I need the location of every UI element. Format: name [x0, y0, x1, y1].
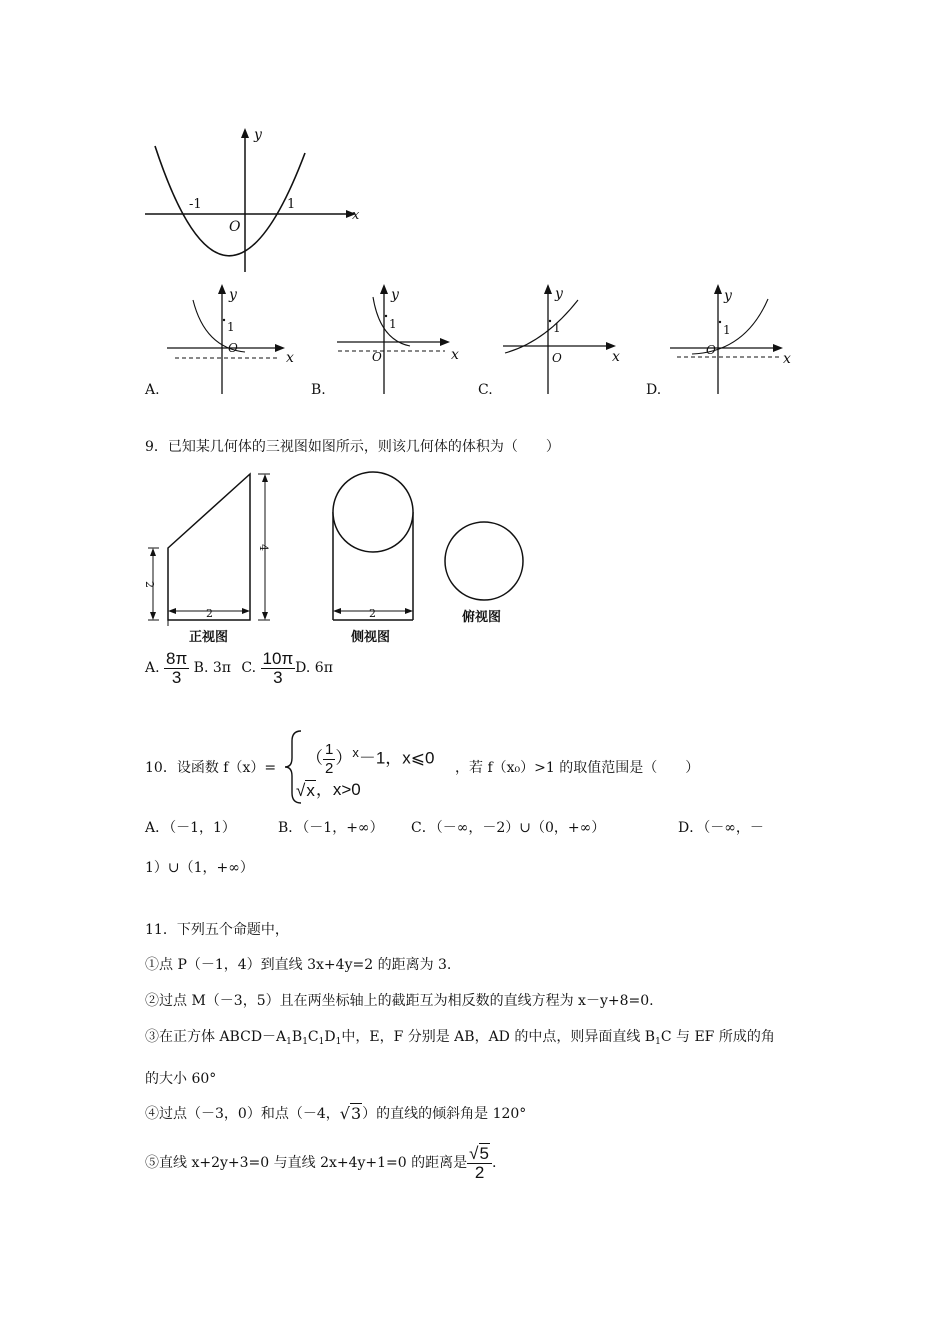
- graph-c-origin: O: [552, 351, 562, 365]
- dim-left: 2: [143, 581, 156, 588]
- q8-option-d: D.: [646, 382, 662, 398]
- q9-option-c: C.: [241, 660, 257, 676]
- graph-d-origin: O: [706, 343, 716, 357]
- graph-b-y: y: [391, 287, 399, 303]
- q10-option-d-line1: D．（－∞，－: [678, 820, 764, 836]
- q10-case2: √x，x>0: [296, 780, 361, 800]
- graph-b-x: x: [451, 347, 459, 363]
- label-front-view: 正视图: [189, 630, 229, 645]
- q9-option-c-frac: $\frac{10\pi}{3}$: [262, 648, 294, 687]
- q9-option-a-frac: $\frac{8\pi}{3}$: [166, 648, 188, 687]
- q11-p4: ④过点（－3，0）和点（－4，√3）的直线的倾斜角是 120°: [145, 1104, 527, 1123]
- graph-tick-neg1: -1: [189, 197, 202, 212]
- graph-tick-1: 1: [287, 197, 296, 212]
- graph-a-x: x: [286, 350, 294, 366]
- q10-prefix: 10．设函数 f（x）=: [145, 760, 277, 776]
- graph-a-one: 1: [227, 320, 235, 334]
- graph-d-x: x: [783, 351, 791, 367]
- q11-p3: ③在正方体 $ABCD-A_1B_1C_1D_1$中，E，F 分别是 AB，AD 的中点，则异面直线 $B_1C$ 与 EF 所成的角: [145, 1029, 775, 1047]
- q9-option-a: A.: [145, 660, 160, 676]
- dim-height: 4: [257, 544, 270, 551]
- q11-p2: ②过点 M（－3，5）且在两坐标轴上的截距互为相反数的直线方程为 x－y+8=0.: [145, 993, 654, 1009]
- q11-p5: ⑤直线 x+2y+3=0 与直线 2x+4y+1=0 的距离是 $\frac{√5}{2}$ .: [145, 1143, 497, 1182]
- q8-option-a: A.: [145, 382, 160, 398]
- graph-y-label: y: [254, 127, 262, 143]
- graph-d-one: 1: [723, 323, 731, 337]
- graph-b-one: 1: [389, 317, 397, 331]
- q8-option-c: C.: [478, 382, 493, 398]
- graph-b-origin: O: [372, 350, 382, 364]
- label-top-view: 俯视图: [462, 610, 502, 625]
- q11-stem: 11．下列五个命题中，: [145, 922, 289, 938]
- graph-x-label: x: [352, 208, 360, 223]
- dim-front-base: 2: [206, 607, 213, 620]
- q8-option-b: B.: [311, 382, 326, 398]
- q10-option-c: C．（－∞，－2）∪（0，+∞）: [411, 820, 606, 836]
- q10-suffix: ，若 f（x₀）>1 的取值范围是（ ）: [455, 760, 700, 776]
- q10-option-b: B．（－1，+∞）: [278, 820, 384, 836]
- dim-side-base: 2: [369, 607, 376, 620]
- label-side-view: 侧视图: [351, 630, 391, 645]
- q11-p5-frac: $\frac{√5}{2}$: [467, 1144, 492, 1182]
- graph-c-x: x: [612, 349, 620, 365]
- q10-case1: （ $\frac{1}{2}$ ）$^x$－1，x⩽0: [306, 740, 435, 777]
- graph-c-y: y: [555, 286, 563, 302]
- graph-a-origin: O: [228, 341, 238, 355]
- q9-option-d: D. 6π: [295, 660, 333, 676]
- q10-option-a: A．（－1，1）: [145, 820, 236, 836]
- q9-option-b: B. 3π: [193, 660, 231, 676]
- graph-c-one: 1: [553, 321, 561, 335]
- graph-origin: O: [229, 219, 241, 235]
- q9-stem: 9．已知某几何体的三视图如图所示，则该几何体的体积为（ ）: [145, 439, 560, 455]
- q11-p1: ①点 P（－1，4）到直线 3x+4y=2 的距离为 3.: [145, 957, 452, 973]
- graph-a-y: y: [229, 287, 237, 303]
- q10-option-d-line2: 1）∪（1，+∞）: [145, 860, 254, 876]
- graph-d-y: y: [724, 288, 732, 304]
- q11-p3-line2: 的大小 60°: [145, 1071, 217, 1087]
